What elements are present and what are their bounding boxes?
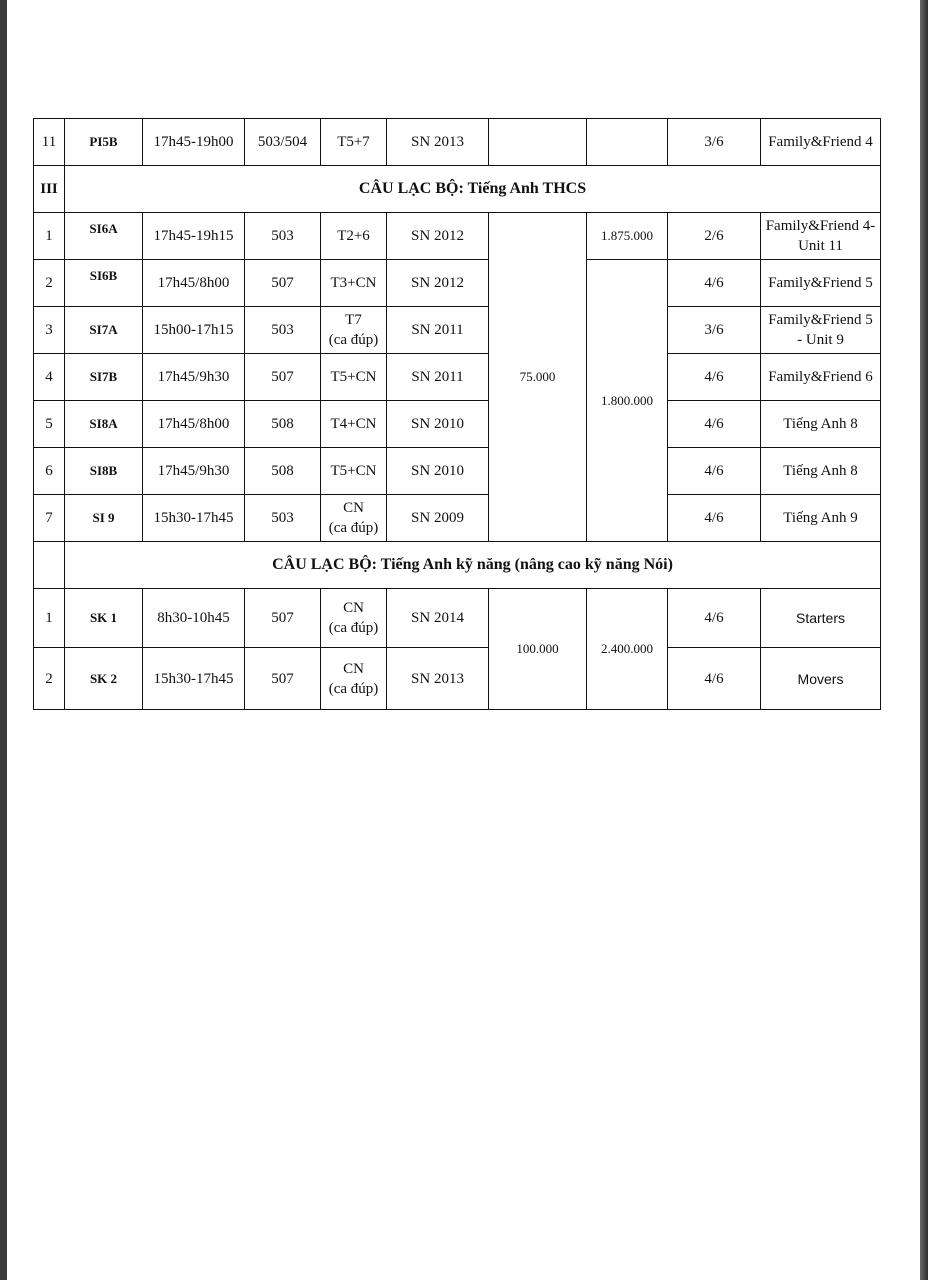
textbook-line: Family&Friend 4-: [765, 218, 876, 234]
birth-year: SN 2011: [387, 354, 489, 401]
table-row: [34, 495, 881, 542]
birth-year: SN 2010: [387, 401, 489, 448]
table-row: [34, 401, 881, 448]
class-code: SI8B: [65, 448, 143, 495]
course-fee: 1.875.000: [587, 213, 668, 260]
birth-year: SN 2013: [387, 648, 489, 710]
class-days: T2+6: [321, 213, 387, 260]
days-line: CN: [343, 500, 364, 516]
textbook: Tiếng Anh 8: [761, 401, 881, 448]
section-header-row: [34, 166, 881, 213]
textbook-line: Unit 11: [798, 238, 843, 254]
class-code: SK 1: [65, 589, 143, 648]
textbook: Family&Friend 4: [761, 119, 881, 166]
days-line: CN: [343, 600, 364, 616]
class-time: 17h45/9h30: [143, 448, 245, 495]
sessions-count: 4/6: [668, 648, 761, 710]
course-fee: 1.800.000: [587, 260, 668, 542]
course-fee: 2.400.000: [587, 589, 668, 710]
class-days: T5+CN: [321, 354, 387, 401]
section-number: III: [34, 166, 65, 213]
section-title: CÂU LẠC BỘ: Tiếng Anh kỹ năng (nâng cao kỹ năng Nói): [65, 542, 881, 589]
class-time: 8h30-10h45: [143, 589, 245, 648]
class-days: T3+CN: [321, 260, 387, 307]
sessions-count: 4/6: [668, 589, 761, 648]
textbook: Tiếng Anh 9: [761, 495, 881, 542]
class-room: 508: [245, 448, 321, 495]
section-header-row: [34, 542, 881, 589]
class-room: 507: [245, 589, 321, 648]
class-room: 503: [245, 213, 321, 260]
days-line: (ca đúp): [328, 332, 379, 348]
sessions-count: 4/6: [668, 495, 761, 542]
birth-year: SN 2014: [387, 589, 489, 648]
row-number: 11: [34, 119, 65, 166]
class-code: SI8A: [65, 401, 143, 448]
table-row: [34, 354, 881, 401]
class-time: 15h30-17h45: [143, 648, 245, 710]
days-line: (ca đúp): [328, 680, 379, 697]
textbook: Family&Friend 5: [761, 260, 881, 307]
row-number: 7: [34, 495, 65, 542]
table-row: [34, 213, 881, 260]
textbook-line: - Unit 9: [797, 332, 844, 348]
class-code: PI5B: [65, 119, 143, 166]
class-days: [321, 495, 387, 542]
price-per-session: 75.000: [489, 213, 587, 542]
price-per-session: [489, 119, 587, 166]
table-row: [34, 648, 881, 710]
sessions-count: 3/6: [668, 307, 761, 354]
textbook: [761, 307, 881, 354]
class-room: 507: [245, 648, 321, 710]
document-page: [7, 0, 920, 1280]
class-days: T4+CN: [321, 401, 387, 448]
row-number: 2: [34, 260, 65, 307]
class-room: 507: [245, 260, 321, 307]
days-line: (ca đúp): [328, 620, 379, 636]
class-code: SI7A: [65, 307, 143, 354]
class-code: SK 2: [65, 648, 143, 710]
birth-year: SN 2010: [387, 448, 489, 495]
class-time: 17h45-19h15: [143, 213, 245, 260]
class-days: T5+7: [321, 119, 387, 166]
class-time: 17h45/9h30: [143, 354, 245, 401]
sessions-count: 4/6: [668, 448, 761, 495]
class-days: [321, 589, 387, 648]
row-number: 2: [34, 648, 65, 710]
viewer-edge: [920, 0, 928, 1280]
class-schedule-table: [33, 118, 881, 710]
class-time: 15h00-17h15: [143, 307, 245, 354]
row-number: 1: [34, 213, 65, 260]
sessions-count: 4/6: [668, 260, 761, 307]
class-time: 17h45-19h00: [143, 119, 245, 166]
class-days: T5+CN: [321, 448, 387, 495]
price-per-session: 100.000: [489, 589, 587, 710]
class-code: SI6B: [65, 260, 143, 307]
class-code: SI6A: [65, 213, 143, 260]
table-row: [34, 448, 881, 495]
row-number: 5: [34, 401, 65, 448]
class-room: 503/504: [245, 119, 321, 166]
sessions-count: 4/6: [668, 354, 761, 401]
sessions-count: 2/6: [668, 213, 761, 260]
row-number: 1: [34, 589, 65, 648]
section-number: [34, 542, 65, 589]
row-number: 4: [34, 354, 65, 401]
class-room: 503: [245, 307, 321, 354]
textbook: [761, 213, 881, 260]
table-row: [34, 119, 881, 166]
row-number: 3: [34, 307, 65, 354]
textbook: Movers: [761, 648, 881, 710]
birth-year: SN 2012: [387, 260, 489, 307]
birth-year: SN 2009: [387, 495, 489, 542]
class-time: 15h30-17h45: [143, 495, 245, 542]
days-line: T7: [345, 312, 362, 328]
days-line: (ca đúp): [328, 520, 379, 536]
class-room: 503: [245, 495, 321, 542]
days-line: CN: [343, 660, 364, 677]
class-code: SI 9: [65, 495, 143, 542]
class-days: [321, 648, 387, 710]
row-number: 6: [34, 448, 65, 495]
class-time: 17h45/8h00: [143, 401, 245, 448]
birth-year: SN 2012: [387, 213, 489, 260]
table-row: [34, 307, 881, 354]
textbook: Starters: [761, 589, 881, 648]
birth-year: SN 2013: [387, 119, 489, 166]
sessions-count: 3/6: [668, 119, 761, 166]
class-room: 508: [245, 401, 321, 448]
sessions-count: 4/6: [668, 401, 761, 448]
class-time: 17h45/8h00: [143, 260, 245, 307]
section-title: CÂU LẠC BỘ: Tiếng Anh THCS: [65, 166, 881, 213]
table-row: [34, 589, 881, 648]
course-fee: [587, 119, 668, 166]
textbook-line: Family&Friend 5: [768, 312, 873, 328]
textbook: Tiếng Anh 8: [761, 448, 881, 495]
birth-year: SN 2011: [387, 307, 489, 354]
table-row: [34, 260, 881, 307]
class-room: 507: [245, 354, 321, 401]
textbook: Family&Friend 6: [761, 354, 881, 401]
class-days: [321, 307, 387, 354]
class-code: SI7B: [65, 354, 143, 401]
